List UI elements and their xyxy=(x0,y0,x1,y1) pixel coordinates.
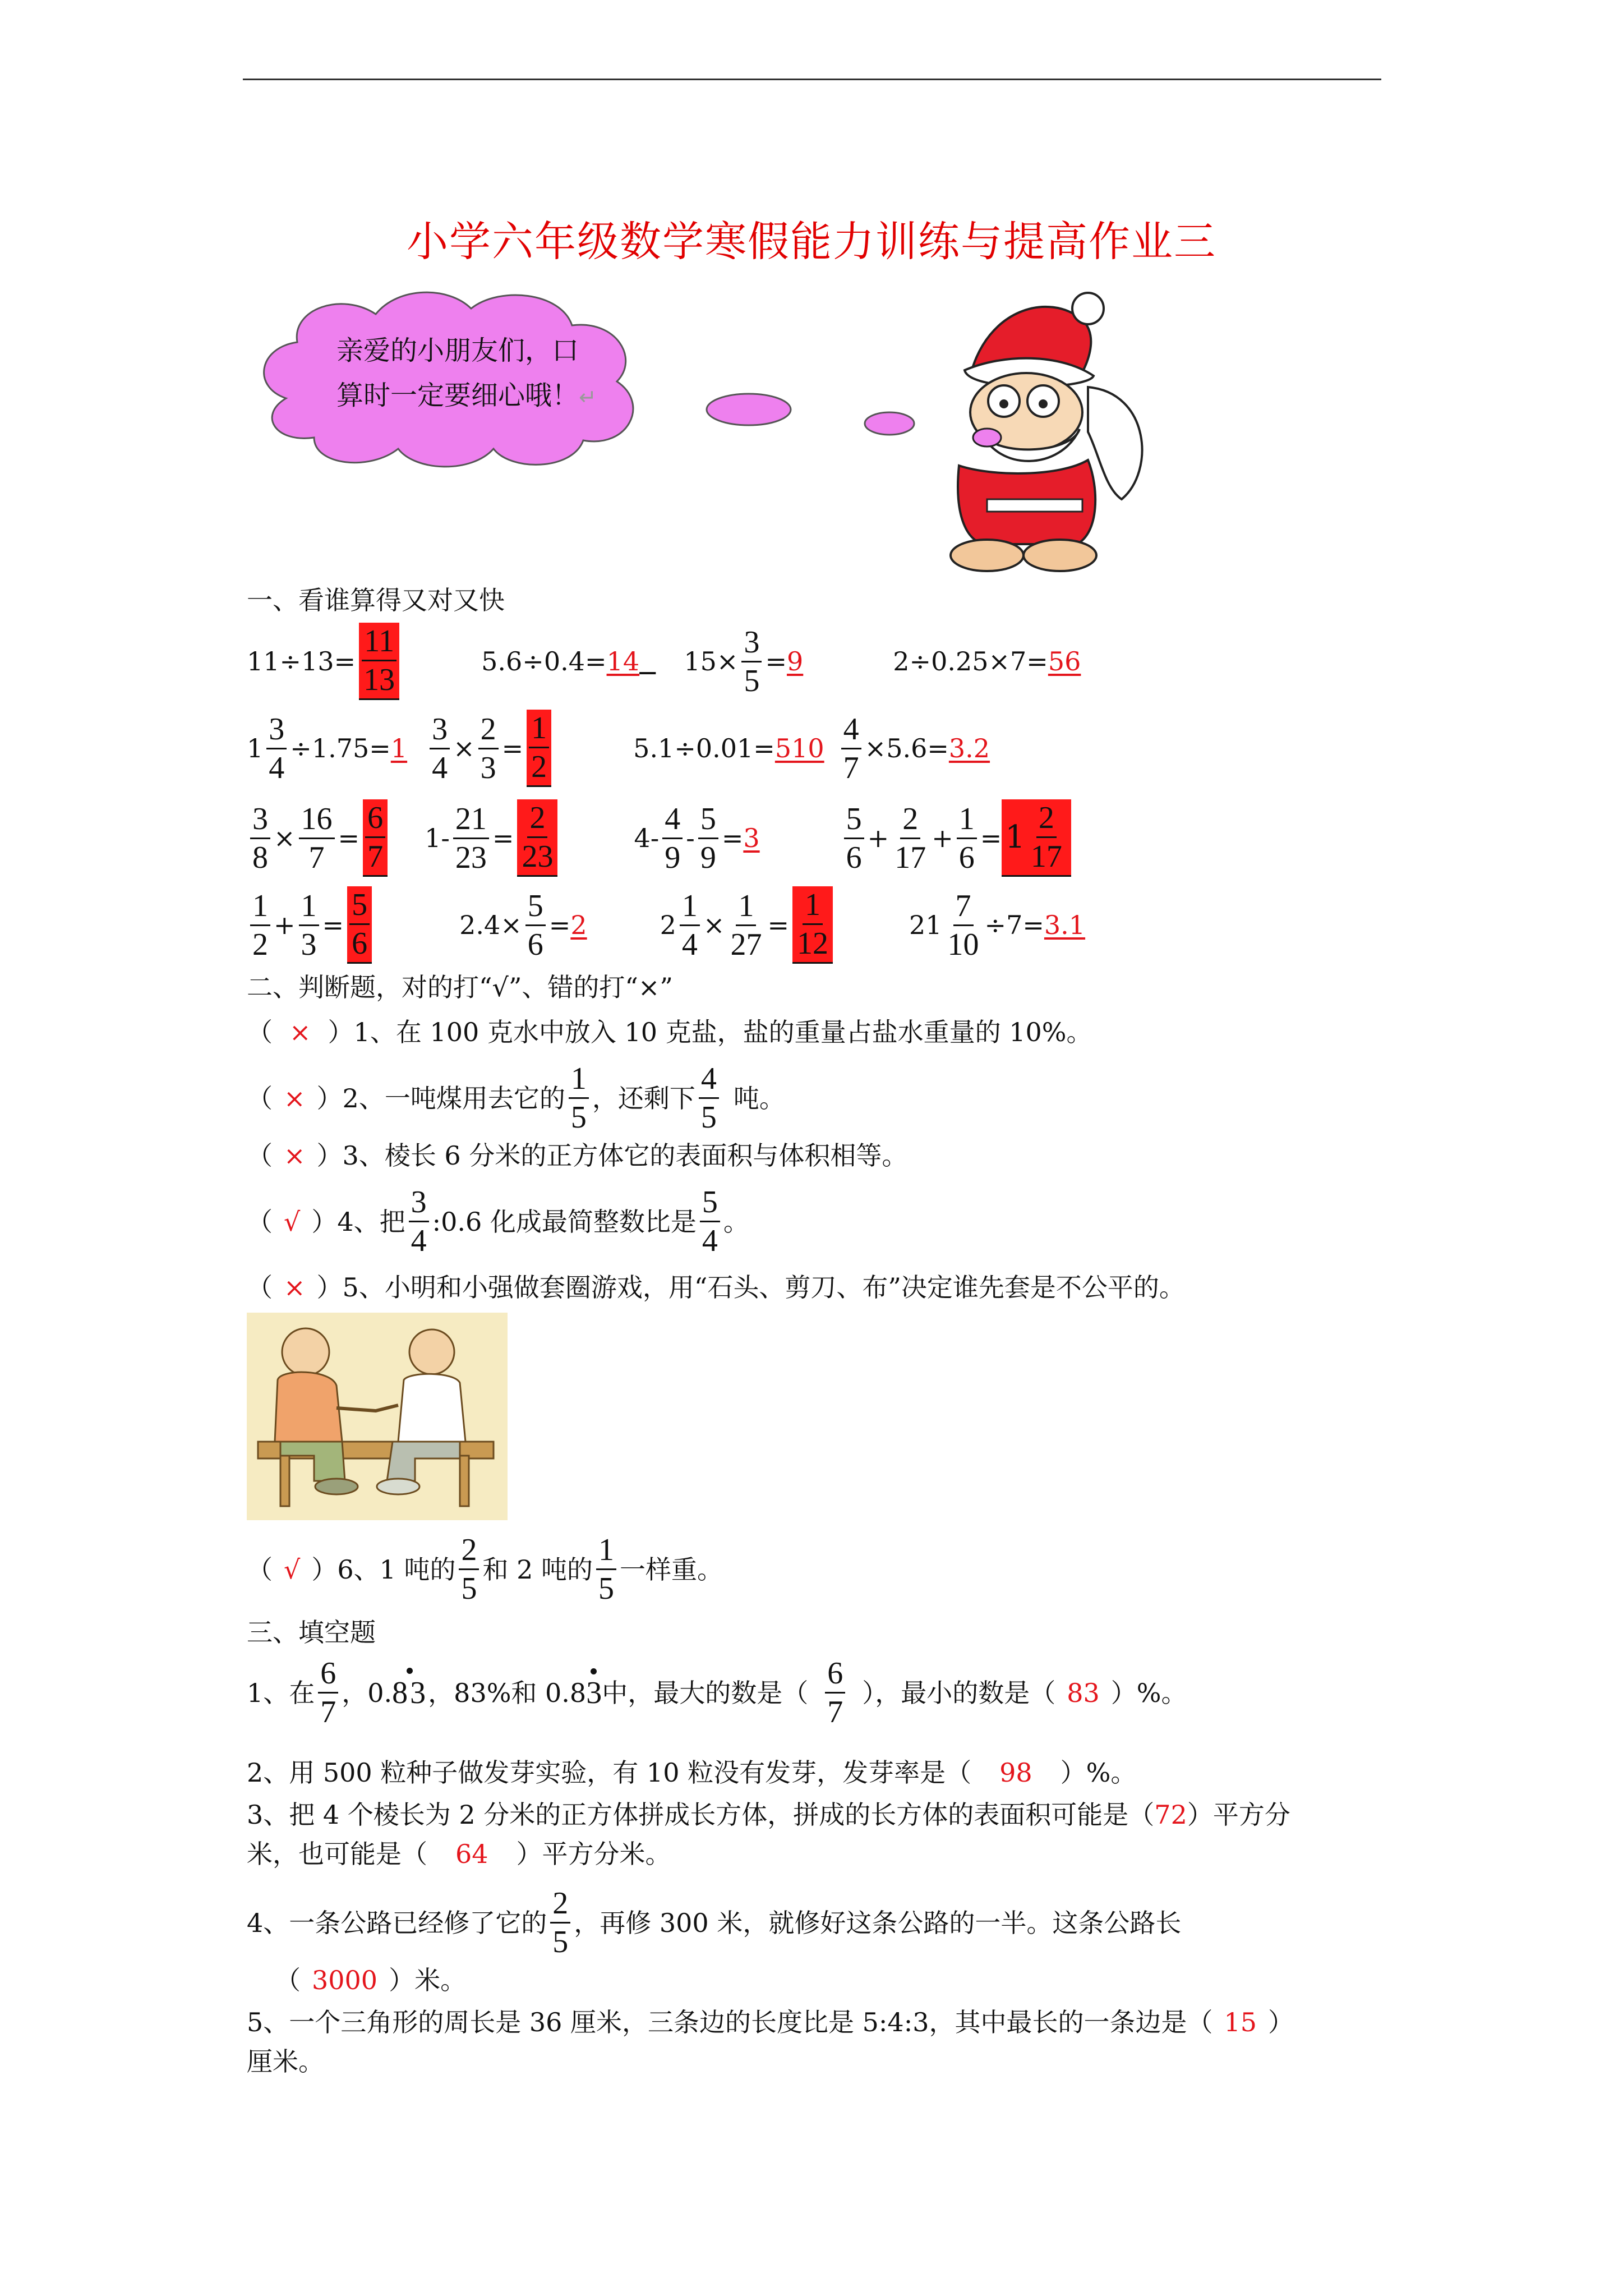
fraction-numerator: 4 xyxy=(841,711,861,749)
fraction-denominator: 17 xyxy=(895,840,926,875)
fill-question-1 xyxy=(247,1655,1187,1731)
calc-row-4 xyxy=(247,886,1085,964)
children-playing-illustration xyxy=(247,1313,508,1520)
fraction-denominator: 7 xyxy=(843,750,859,785)
plus-sign: + xyxy=(867,823,889,853)
equals-sign: = xyxy=(548,910,571,940)
fraction-denominator: 4 xyxy=(681,927,698,962)
judge-item-3 xyxy=(247,1139,907,1172)
answer-3-1: 3.1 xyxy=(1044,910,1086,940)
judge-text: 一样重。 xyxy=(619,1554,723,1585)
paren-open: （ xyxy=(247,1554,273,1585)
question-text: 中，最大的数是（ xyxy=(602,1677,809,1708)
fraction-1-3 xyxy=(299,887,319,963)
fraction-denominator: 5 xyxy=(552,1925,569,1959)
judge-item-5 xyxy=(247,1271,1185,1304)
fraction-numerator: 2 xyxy=(550,1885,570,1924)
answer-fraction-1-12 xyxy=(792,886,833,964)
answer-fraction-11-13 xyxy=(359,623,399,700)
question-text: ，83%和 0.8 xyxy=(428,1677,587,1708)
fraction-numerator: 16 xyxy=(299,800,335,839)
page-title: 小学六年级数学寒假能力训练与提高作业三 xyxy=(407,218,1216,266)
equals-sign: = xyxy=(767,910,789,940)
cross-mark: × xyxy=(284,1140,306,1171)
judge-text: ，还剩下 xyxy=(592,1083,695,1114)
fraction-denominator: 12 xyxy=(797,926,828,961)
fraction-1-5 xyxy=(596,1531,616,1607)
fraction-numerator: 4 xyxy=(662,800,683,839)
fraction-1-2 xyxy=(250,887,270,963)
question-text: 米，也可能是（ xyxy=(247,1839,427,1869)
fraction-2-3 xyxy=(478,711,499,786)
fraction-numerator: 5 xyxy=(700,1184,720,1222)
calc-row-3 xyxy=(247,799,1071,877)
bubble-text xyxy=(336,328,597,420)
answer-3000: 3000 xyxy=(312,1965,378,1995)
question-text: 4、一条公路已经修了它的 xyxy=(247,1907,547,1938)
times-sign: × xyxy=(453,733,475,763)
answer-3: 3 xyxy=(743,823,760,853)
paren-open: （ xyxy=(247,1140,273,1171)
expr-div1-75: ÷1.75= xyxy=(290,733,391,763)
fraction-numerator: 2 xyxy=(1036,799,1057,838)
cross-mark: × xyxy=(289,1017,311,1047)
expr-1-minus: 1- xyxy=(425,823,450,853)
judge-text: :0.6 化成最简整数比是 xyxy=(432,1206,697,1237)
answer-56: 56 xyxy=(1048,646,1081,677)
fraction-denominator: 2 xyxy=(531,749,547,784)
equals-sign: = xyxy=(501,733,524,763)
fraction-denominator: 7 xyxy=(827,1695,843,1729)
fill-question-3-cont xyxy=(247,1837,671,1871)
fraction-numerator: 6 xyxy=(365,799,385,838)
fraction-1-27 xyxy=(728,887,764,963)
fraction-5-6 xyxy=(525,887,546,963)
minus-sign: - xyxy=(686,823,695,853)
fraction-denominator: 10 xyxy=(947,927,979,962)
fraction-numerator: 5 xyxy=(525,887,546,926)
judge-text: 6、1 吨的 xyxy=(337,1554,456,1585)
fraction-numerator: 6 xyxy=(318,1655,338,1694)
expr-x5-6: ×5.6= xyxy=(864,733,949,763)
answer-fraction-6-7 xyxy=(825,1655,845,1731)
repeating-digit-3: 3 xyxy=(586,1675,602,1710)
question-text: 5、一个三角形的周长是 36 厘米，三条边的长度比是 5:4:3，其中最长的一条边是（ xyxy=(247,2007,1213,2037)
repeating-decimal-83 xyxy=(392,1676,428,1710)
fraction-numerator: 5 xyxy=(349,886,370,925)
fraction-denominator: 5 xyxy=(570,1100,587,1135)
header-rule xyxy=(243,79,1381,80)
fraction-numerator: 1 xyxy=(680,887,700,926)
fill-question-5 xyxy=(247,2005,1294,2039)
fraction-denominator: 5 xyxy=(461,1571,477,1606)
bubble-line-2: 算时一定要细心哦！ xyxy=(336,380,579,411)
fraction-numerator: 1 xyxy=(596,1531,616,1570)
fraction-numerator: 1 xyxy=(569,1060,589,1099)
fraction-16-7 xyxy=(299,800,335,876)
fraction-denominator: 27 xyxy=(730,927,762,962)
fraction-denominator: 3 xyxy=(301,927,317,962)
fraction-2-5 xyxy=(550,1885,570,1961)
equals-sign: = xyxy=(322,910,344,940)
question-text: 3、把 4 个棱长为 2 分米的正方体拼成长方体，拼成的长方体的表面积可能是（ xyxy=(247,1800,1155,1830)
fraction-numerator: 3 xyxy=(430,711,450,749)
answer-72: 72 xyxy=(1154,1800,1187,1830)
fraction-numerator: 2 xyxy=(459,1531,479,1570)
fraction-denominator: 3 xyxy=(480,750,496,785)
paragraph-mark: ↵ xyxy=(579,385,597,409)
fraction-numerator: 3 xyxy=(409,1184,429,1222)
fraction-denominator: 7 xyxy=(367,839,384,874)
answer-9: 9 xyxy=(786,646,804,677)
bubble-line-1: 亲爱的小朋友们，口 xyxy=(336,335,579,366)
fraction-denominator: 4 xyxy=(411,1223,427,1258)
mixed-whole: 2 xyxy=(660,910,676,940)
fraction-numerator: 1 xyxy=(250,887,270,926)
repeating-digits: 83 xyxy=(392,1675,428,1710)
fraction-numerator: 1 xyxy=(529,710,549,748)
fraction-denominator: 6 xyxy=(846,840,862,875)
fraction-denominator: 9 xyxy=(700,840,716,875)
fraction-21-23 xyxy=(453,800,489,876)
expr-5-1div0-01: 5.1÷0.01= xyxy=(633,733,775,763)
equals-sign: = xyxy=(721,823,744,853)
check-mark: √ xyxy=(284,1206,301,1237)
judge-text: 4、把 xyxy=(337,1206,405,1237)
fraction-denominator: 7 xyxy=(320,1695,336,1729)
expr-div7: ÷7= xyxy=(984,910,1044,940)
answer-2: 2 xyxy=(570,910,587,940)
answer-64: 64 xyxy=(455,1839,488,1869)
section-1-heading: 一、看谁算得又对又快 xyxy=(247,585,505,615)
fraction-numerator: 21 xyxy=(453,800,489,839)
fraction-denominator: 4 xyxy=(432,750,448,785)
question-text: ） xyxy=(1268,2007,1294,2037)
fraction-5-4 xyxy=(700,1184,720,1259)
fraction-numerator: 5 xyxy=(698,800,718,839)
judge-text: 。 xyxy=(723,1206,749,1237)
equals-sign: = xyxy=(492,823,514,853)
equals-sign: = xyxy=(765,646,787,677)
fraction-numerator: 7 xyxy=(953,887,974,926)
section-3-heading: 三、填空题 xyxy=(247,1617,376,1648)
fraction-numerator: 3 xyxy=(250,800,270,839)
fraction-6-7 xyxy=(318,1655,338,1731)
question-text: ，0. xyxy=(342,1677,393,1708)
check-mark: √ xyxy=(284,1554,301,1585)
question-text: ）平方分米。 xyxy=(516,1839,671,1869)
santa-illustration xyxy=(920,286,1166,578)
question-text: （ xyxy=(275,1965,301,1995)
fraction-numerator: 4 xyxy=(699,1060,719,1099)
question-text: 2、用 500 粒种子做发芽实验，有 10 粒没有发芽，发芽率是（ xyxy=(247,1757,972,1788)
fraction-numerator: 1 xyxy=(736,887,756,926)
fraction-numerator: 3 xyxy=(266,711,287,749)
paren-open: （ xyxy=(247,1017,273,1047)
paren-open: （ xyxy=(247,1206,273,1237)
fraction-numerator: 1 xyxy=(803,886,823,925)
answer-83: 83 xyxy=(1067,1677,1100,1708)
paren-close: ） xyxy=(311,1206,338,1237)
expr-11div13: 11÷13= xyxy=(247,646,356,677)
fraction-4-7 xyxy=(841,711,861,786)
equals-sign: = xyxy=(338,823,360,853)
expr-5-6div0-4: 5.6÷0.4= xyxy=(481,646,607,677)
judge-text: 1、在 100 克水中放入 10 克盐，盐的重量占盐水重量的 10%。 xyxy=(353,1017,1092,1047)
fraction-4-5 xyxy=(699,1060,719,1136)
paren-open: （ xyxy=(247,1083,273,1114)
paren-close: ） xyxy=(328,1017,354,1047)
calc-row-1 xyxy=(247,623,1081,700)
fill-question-2 xyxy=(247,1756,1136,1789)
fraction-denominator: 4 xyxy=(702,1223,718,1258)
fraction-denominator: 6 xyxy=(527,927,543,962)
fraction-numerator: 1 xyxy=(299,887,319,926)
judge-item-6 xyxy=(247,1531,723,1607)
plus-sign: + xyxy=(274,910,296,940)
expr-4-minus: 4- xyxy=(634,823,660,853)
fill-question-3 xyxy=(247,1798,1290,1832)
fraction-5-6 xyxy=(844,800,864,876)
question-text: ），最小的数是（ xyxy=(862,1677,1056,1708)
fraction-numerator: 6 xyxy=(825,1655,845,1694)
fraction-denominator: 8 xyxy=(252,840,268,875)
fraction-3-4 xyxy=(266,711,287,786)
answer-510: 510 xyxy=(774,733,824,763)
fraction-denominator: 7 xyxy=(308,840,325,875)
times-sign: × xyxy=(274,823,296,853)
fraction-3-4 xyxy=(430,711,450,786)
plus-sign: + xyxy=(932,823,953,853)
fraction-3-8 xyxy=(250,800,270,876)
fraction-3-4 xyxy=(409,1184,429,1259)
section-2-heading: 二、判断题，对的打“√”、错的打“×” xyxy=(247,972,673,1002)
fraction-denominator: 23 xyxy=(455,840,487,875)
question-text: ）%。 xyxy=(1060,1757,1137,1788)
question-text: ，再修 300 米，就修好这条公路的一半。这条公路长 xyxy=(574,1907,1182,1938)
cross-mark: × xyxy=(284,1083,306,1114)
answer-fraction-6-7 xyxy=(363,799,388,877)
cross-mark: × xyxy=(284,1272,306,1303)
fraction-numerator: 2 xyxy=(900,800,920,839)
fraction-denominator: 5 xyxy=(744,663,760,698)
fraction-denominator: 13 xyxy=(363,662,395,697)
expr-2div0-25x7: 2÷0.25×7= xyxy=(893,646,1048,677)
paren-close: ） xyxy=(316,1272,343,1303)
answer-14: 14 xyxy=(606,646,640,677)
answer-3-2: 3.2 xyxy=(948,733,990,763)
question-text: ）平方分 xyxy=(1187,1800,1290,1830)
fraction-1-6 xyxy=(957,800,977,876)
answer-1: 1 xyxy=(390,733,408,763)
fraction-denominator: 5 xyxy=(598,1571,614,1606)
fraction-denominator: 2 xyxy=(252,927,268,962)
judge-item-2 xyxy=(247,1060,785,1136)
mixed-whole: 1 xyxy=(1005,818,1025,855)
judge-text: 3、棱长 6 分米的正方体它的表面积与体积相等。 xyxy=(342,1140,908,1171)
judge-text: 和 2 吨的 xyxy=(482,1554,593,1585)
fill-question-4 xyxy=(247,1885,1181,1961)
fraction-numerator: 5 xyxy=(844,800,864,839)
equals-sign: = xyxy=(980,823,1002,853)
fraction-2-5 xyxy=(459,1531,479,1607)
fraction-numerator: 3 xyxy=(741,624,762,662)
paren-close: ） xyxy=(316,1140,343,1171)
fraction-2-17 xyxy=(1029,799,1064,875)
fraction-5-9 xyxy=(698,800,718,876)
calc-row-2 xyxy=(247,710,990,787)
paren-close: ） xyxy=(311,1554,338,1585)
fraction-2-17 xyxy=(892,800,928,876)
answer-98: 98 xyxy=(999,1757,1032,1788)
judge-item-1 xyxy=(247,1015,1092,1049)
paren-close: ） xyxy=(316,1083,343,1114)
fraction-denominator: 4 xyxy=(269,750,285,785)
fraction-denominator: 9 xyxy=(665,840,681,875)
fraction-denominator: 6 xyxy=(352,926,368,961)
paren-open: （ xyxy=(247,1272,273,1303)
fraction-numerator: 2 xyxy=(478,711,499,749)
mixed-whole: 1 xyxy=(247,733,264,763)
fraction-3-5 xyxy=(741,624,762,700)
answer-fraction-1-2 xyxy=(527,710,551,787)
fraction-numerator: 1 xyxy=(957,800,977,839)
answer-15: 15 xyxy=(1224,2007,1257,2037)
judge-text: 2、一吨煤用去它的 xyxy=(342,1083,565,1114)
judge-text: 5、小明和小强做套圈游戏，用“石头、剪刀、布”决定谁先套是不公平的。 xyxy=(342,1272,1185,1303)
question-text: ）米。 xyxy=(389,1965,467,1995)
fraction-denominator: 5 xyxy=(700,1100,717,1135)
fraction-1-4 xyxy=(680,887,700,963)
answer-fraction-5-6 xyxy=(347,886,372,964)
judge-item-4 xyxy=(247,1184,749,1259)
fraction-4-9 xyxy=(662,800,683,876)
times-sign: × xyxy=(703,910,725,940)
answer-mixed-1-2-17 xyxy=(1002,799,1071,877)
fill-question-4-cont xyxy=(275,1963,466,1997)
fraction-denominator: 23 xyxy=(522,839,554,874)
fraction-numerator: 2 xyxy=(527,799,547,838)
mixed-whole: 21 xyxy=(909,910,942,940)
judge-text: 吨。 xyxy=(733,1083,785,1114)
fill-question-5-cont: 厘米。 xyxy=(247,2046,324,2077)
question-text: 1、在 xyxy=(247,1677,315,1708)
answer-fraction-2-23 xyxy=(517,799,557,877)
fraction-denominator: 6 xyxy=(958,840,975,875)
fraction-numerator: 11 xyxy=(362,623,396,661)
fraction-denominator: 17 xyxy=(1030,839,1062,874)
expr-2-4x: 2.4× xyxy=(459,910,522,940)
fraction-7-10 xyxy=(946,887,981,963)
fraction-1-5 xyxy=(569,1060,589,1136)
expr-15x: 15× xyxy=(684,646,739,677)
question-text: ）%。 xyxy=(1110,1677,1187,1708)
